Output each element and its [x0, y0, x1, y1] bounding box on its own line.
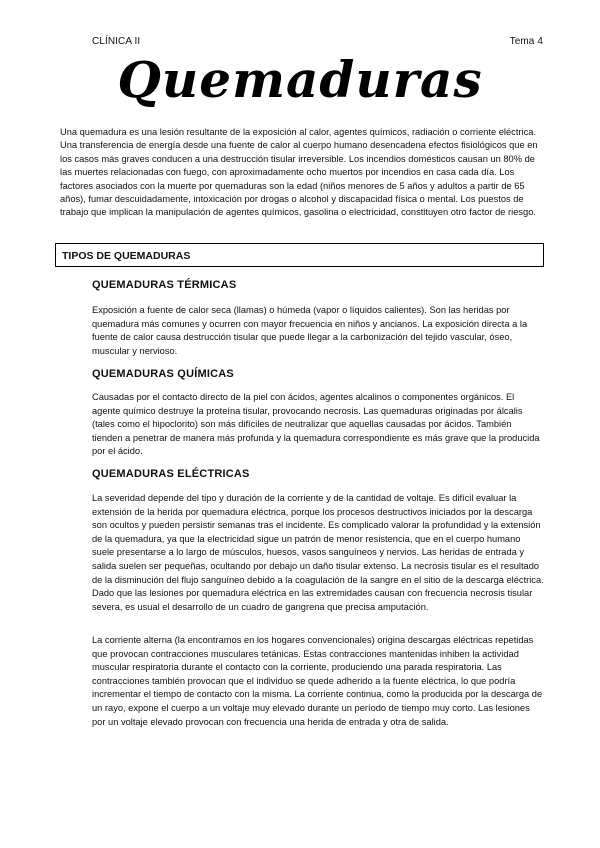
section-title: TIPOS DE QUEMADURAS — [62, 250, 191, 262]
paragraph-electricas-1: La severidad depende del tipo y duración de la corriente y de la cantidad de voltaje. Es difícil evaluar la extensión de la herida por quemadura eléctrica, porque los procesos destructivos iniciados por la descarga son ocultos y pueden persistir semanas tras el incidente. Es complicado valorar la profundidad y la extensión de la quemadura, ya que la electricidad sigue un patrón de menor resistencia, que en el cuerpo humano suele presentarse a lo largo de músculos, huesos, vasos sanguíneos y nervios. Las heridas de entrada y salida suelen ser pequeñas, ocultando por debajo un daño tisular extenso. La necrosis tisular es el resultado de la disminución del flujo sanguíneo debido a la coagulación de la sangre en el sitio de la descarga eléctrica. Dado que las lesiones por quemadura eléctrica en las extremidades causan con frecuencia necrosis tisular severa, es usual el desarrollo de un cuadro de gangrena que precisa amputación. — [92, 493, 544, 612]
header-topic: Tema 4 — [509, 36, 543, 47]
header-subject: CLÍNICA II — [92, 36, 141, 47]
heading-quimicas: QUEMADURAS QUÍMICAS — [92, 368, 234, 380]
page-title: Quemaduras — [117, 50, 483, 109]
intro-paragraph: Una quemadura es una lesión resultante de la exposición al calor, agentes químicos, radiación o corriente eléctrica. Una transferencia de energía desde una fuente de calor al cuerpo humano desencadena efectos fisiológicos que en los casos más graves conducen a una destrucción tisular irreversible. Los incendios domésticos causan un 80% de las muertes relacionadas con fuego, con aproximadamente ocho muertos por incendios en casa cada día. Los factores asociados con la muerte por quemaduras son la edad (niños menores de 5 años y adultos a partir de 65 años), fumar descuidadamente, intoxicación por drogas o alcohol y discapacidad física o mental. Los puestos de trabajo que implican la manipulación de agentes químicos, gasolina o electricidad, constituyen otro factor de riesgo. — [60, 127, 538, 218]
heading-electricas: QUEMADURAS ELÉCTRICAS — [92, 468, 250, 480]
paragraph-electricas-2: La corriente alterna (la encontramos en los hogares convencionales) origina descargas eléctricas repetidas que provocan contracciones musculares tetánicas. Estas contracciones mantenidas inhiben la actividad muscular respiratoria durante el contacto con la corriente, produciendo una parada respiratoria. Las contracciones también provocan que el individuo se quede adherido a la fuente eléctrica, lo que podría incrementar el tiempo de contacto con la misma. La corriente continua, como la producida por la descarga de un rayo, expone el cuerpo a un voltaje muy elevado durante un período de tiempo muy corto. Las lesiones por un voltaje elevado provocan con frecuencia una herida de entrada y otra de salida. — [92, 635, 543, 727]
heading-termicas: QUEMADURAS TÉRMICAS — [92, 279, 237, 291]
paragraph-termicas: Exposición a fuente de calor seca (llamas) o húmeda (vapor o líquidos calientes). Son las heridas por quemadura más comunes y ocurren con mayor frecuencia en niños y ancianos. La exposición directa a la fuente de calor causa destrucción tisular que puede llegar a la carbonización del tejido vascular, óseo, muscular y nervioso. — [92, 305, 528, 356]
section-header-box — [55, 243, 544, 267]
paragraph-quimicas: Causadas por el contacto directo de la piel con ácidos, agentes alcalinos o componentes orgánicos. El agente químico destruye la proteína tisular, provocando necrosis. Las quemaduras originadas por álcalis (tales como el hipoclorito) son más difíciles de neutralizar que aquellas causadas por ácidos. También tienden a penetrar de manera más profunda y la quemadura correspondiente es más grave que la producida por el ácido. — [92, 392, 540, 457]
